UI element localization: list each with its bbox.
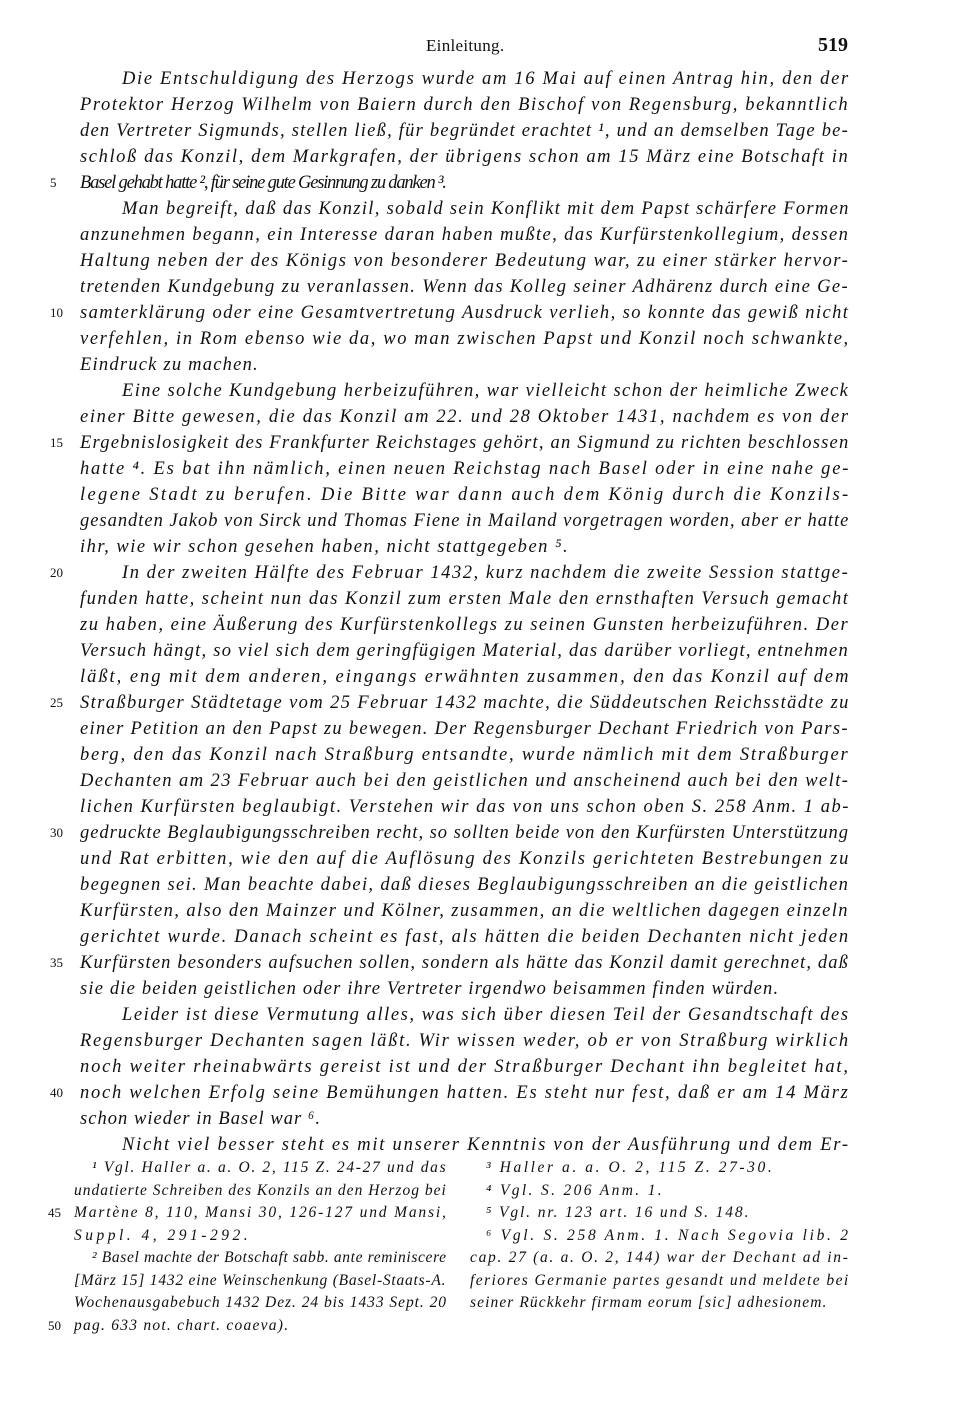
text-line: Straßburger Städtetage vom 25 Februar 1432 machte, die Süddeutschen Reichsstädte zu: [80, 693, 850, 713]
text-line: sie die beiden geistlichen oder ihre Vertreter irgendwo beisammen finden würden.: [80, 979, 780, 999]
footnote-line: ⁴ Vgl. S. 206 Anm. 1.: [486, 1181, 665, 1199]
text-line: Ergebnislosigkeit des Frankfurter Reichstages gehört, an Sigmund zu richten beschlossen: [80, 433, 850, 453]
text-line: Versuch hängt, so viel sich dem geringfügigen Material, das darüber vorliegt, entnehmen: [80, 641, 849, 661]
text-line: Man begreift, daß das Konzil, sobald sein Konflikt mit dem Papst schärfere Formen: [122, 199, 850, 219]
footnote-line: cap. 27 (a. a. O. 2, 144) war der Dechant ad in-: [470, 1249, 850, 1266]
page-number: 519: [818, 34, 848, 56]
text-line: Eindruck zu machen.: [80, 355, 259, 375]
text-line: anzunehmen begann, ein Interesse daran haben mußte, das Kurfürstenkollegium, dessen: [80, 225, 850, 245]
text-line: noch weiter rheinabwärts gereist ist und der Straßburger Dechant ihn begleitet hat,: [80, 1057, 850, 1077]
text-line: berg, den das Konzil nach Straßburg entsandte, wurde nämlich mit dem Straßburger: [80, 745, 850, 765]
text-line: samterklärung oder eine Gesamtvertretung Ausdruck verlieh, so konnte das gewiß nicht: [80, 303, 850, 323]
text-line: funden hatte, scheint nun das Konzil zum ersten Male den ernsthaften Versuch gemacht: [80, 589, 850, 609]
text-line: Dechanten am 23 Februar auch bei den geistlichen und anscheinend auch bei den welt-: [80, 771, 850, 791]
text-line: Die Entschuldigung des Herzogs wurde am 16 Mai auf einen Antrag hin, den der: [122, 69, 850, 89]
footnote-line: Wochenausgabebuch 1432 Dez. 24 bis 1433 Sept. 20: [74, 1294, 448, 1311]
text-line: gedruckte Beglaubigungsschreiben recht, so sollten beide von den Kurfürsten Unterstützung: [80, 823, 849, 843]
footnote-line: ⁶ Vgl. S. 258 Anm. 1. Nach Segovia lib. 2: [486, 1226, 851, 1244]
text-line: ihr, wie wir schon gesehen haben, nicht stattgegeben ⁵.: [80, 537, 570, 557]
text-line: hatte ⁴. Es bat ihn nämlich, einen neuen Reichstag nach Basel oder in eine nahe ge-: [80, 459, 851, 479]
text-line: legene Stadt zu berufen. Die Bitte war dann auch dem König durch die Konzils-: [80, 485, 851, 505]
text-line: einer Bitte gewesen, die das Konzil am 22. und 28 Oktober 1431, nachdem es von der: [80, 407, 850, 427]
text-line: Protektor Herzog Wilhelm von Baiern durch den Bischof von Regensburg, bekanntlich: [80, 95, 850, 115]
text-line: Regensburger Dechanten sagen läßt. Wir wissen weder, ob er von Straßburg wirklich: [80, 1031, 850, 1051]
text-line: In der zweiten Hälfte des Februar 1432, kurz nachdem die zweite Session stattge-: [122, 563, 850, 583]
text-line: gesandten Jakob von Sirck und Thomas Fiene in Mailand vorgetragen worden, aber er hatte: [80, 511, 850, 531]
text-line: noch welchen Erfolg seine Bemühungen hatten. Es steht nur fest, daß er am 14 März: [80, 1083, 850, 1103]
text-line: gerichtet wurde. Danach scheint es fast, als hätten die beiden Dechanten nicht jeden: [80, 927, 850, 947]
footnote-line: pag. 633 not. chart. coaeva).: [74, 1316, 290, 1334]
text-line: Kurfürsten besonders aufsuchen sollen, sondern als hätte das Konzil damit gerechnet, daß: [80, 953, 850, 973]
text-line: Haltung neben der des Königs von besonderer Bedeutung war, zu einer stärker hervor-: [80, 251, 850, 271]
text-line: Eine solche Kundgebung herbeizuführen, war vielleicht schon der heimliche Zweck: [122, 381, 850, 401]
footnote-line: Martène 8, 110, Mansi 30, 126-127 und Mansi,: [74, 1204, 448, 1221]
text-line: tretenden Kundgebung zu veranlassen. Wenn das Kolleg seiner Adhärenz durch eine Ge-: [80, 277, 849, 297]
line-number: 10: [50, 305, 63, 320]
footnote-line: ¹ Vgl. Haller a. a. O. 2, 115 Z. 24-27 und das: [92, 1159, 448, 1176]
text-line: den Vertreter Sigmunds, stellen ließ, für begründet erachtet ¹, und an demselben Tage be-: [80, 121, 850, 141]
text-line: Kurfürsten, also den Mainzer und Kölner, zusammen, an die weltlichen dagegen einzeln: [80, 901, 849, 921]
running-head: Einleitung.: [426, 36, 505, 55]
footnote-line: feriores Germanie partes gesandt und meldete bei: [470, 1271, 850, 1289]
footnote-line: ³ Haller a. a. O. 2, 115 Z. 27-30.: [486, 1159, 775, 1176]
footnote-line: ² Basel machte der Botschaft sabb. ante reminiscere: [92, 1249, 447, 1266]
line-number: 25: [50, 695, 63, 710]
footnote-line: seiner Rückkehr firmam eorum [sic] adhesionem.: [470, 1294, 828, 1311]
text-line: schloß das Konzil, dem Markgrafen, der übrigens schon am 15 März eine Botschaft in: [80, 147, 850, 167]
text-line: läßt, eng mit dem anderen, eingangs erwähnten zusammen, den das Konzil auf dem: [80, 667, 851, 687]
text-line: einer Petition an den Papst zu bewegen. Der Regensburger Dechant Friedrich von Pars-: [80, 719, 849, 739]
page-header: [0, 24, 960, 64]
text-line: schon wieder in Basel war ⁶.: [80, 1109, 322, 1129]
footnote-line: undatierte Schreiben des Konzils an den Herzog bei: [74, 1181, 447, 1199]
line-number: 40: [50, 1085, 63, 1100]
line-number: 50: [48, 1317, 61, 1333]
text-line: begegnen sei. Man beachte dabei, daß dieses Beglaubigungsschreiben an die geistlichen: [80, 875, 850, 895]
text-line: zu haben, eine Äußerung des Kurfürstenkollegs zu seinen Gunsten herbeizuführen. Der: [80, 615, 850, 635]
line-number: 15: [50, 435, 63, 450]
text-line: Leider ist diese Vermutung alles, was sich über diesen Teil der Gesandtschaft des: [122, 1005, 850, 1025]
footnote-line: Suppl. 4, 291-292.: [74, 1226, 252, 1244]
line-number: 20: [50, 565, 63, 580]
text-line: lichen Kurfürsten beglaubigt. Verstehen wir das von uns schon oben S. 258 Anm. 1 ab-: [80, 797, 850, 817]
line-number: 35: [50, 955, 63, 970]
line-number: 45: [48, 1205, 61, 1220]
text-line: Nicht viel besser steht es mit unserer Kenntnis von der Ausführung und dem Er-: [122, 1135, 850, 1155]
line-number: 5: [50, 175, 57, 190]
footnote-line: ⁵ Vgl. nr. 123 art. 16 und S. 148.: [486, 1204, 751, 1221]
line-number: 30: [50, 825, 63, 840]
footnote-line: [März 15] 1432 eine Weinschenkung (Basel-Staats-A.: [74, 1271, 447, 1289]
text-line: Basel gehabt hatte ², für seine gute Gesinnung zu danken ³.: [80, 173, 446, 193]
text-line: verfehlen, in Rom ebenso wie da, wo man zwischen Papst und Konzil noch schwankte,: [80, 329, 850, 349]
text-line: und Rat erbitten, wie den auf die Auflösung des Konzils gerichteten Bestrebungen zu: [80, 849, 851, 869]
